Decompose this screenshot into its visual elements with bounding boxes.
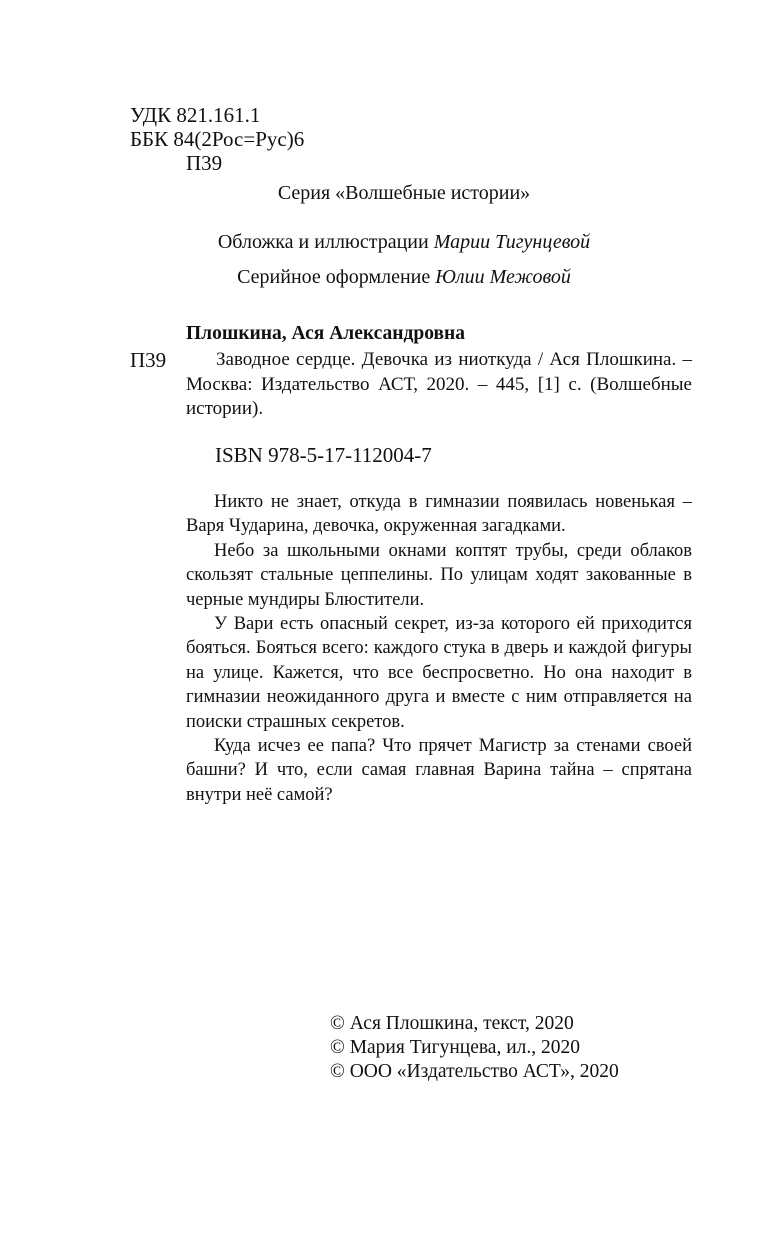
annotation-paragraph: Небо за школьными окнами коптят трубы, среди облаков скользят стальные цеппелины. По улицам ходят закованные в черные мундиры Блюстители.	[186, 540, 692, 610]
biblio-description: Заводное сердце. Девочка из ниоткуда / Ася Плошкина. – Москва: Издательство АСТ, 2020. – 445, [1] с. (Волшебные истории).	[186, 349, 692, 420]
udk-code: УДК 821.161.1	[130, 103, 261, 127]
copyright-line: © ООО «Издательство АСТ», 2020	[330, 1061, 619, 1082]
copyright-line: © Ася Плошкина, текст, 2020	[330, 1013, 574, 1034]
annotation-paragraph: Никто не знает, откуда в гимназии появилась новенькая – Варя Чударина, девочка, окруженная загадками.	[186, 492, 692, 537]
isbn: ISBN 978-5-17-112004-7	[215, 443, 432, 467]
biblio-mark: П39	[130, 348, 167, 372]
author-mark: П39	[186, 151, 223, 175]
author-heading: Плошкина, Ася Александровна	[186, 323, 465, 344]
design-credit	[0, 265, 768, 289]
cover-credit	[0, 230, 768, 254]
design-credit-name: Юлии Межовой	[435, 266, 571, 288]
annotation-paragraph: У Вари есть опасный секрет, из-за которого ей приходится бояться. Бояться всего: каждого стука в дверь и каждой фигуры на улице. Кажется, что все беспросветно. Но она находит в гимназии неожиданного друга и вместе с ним отправляется на поиски страшных секретов.	[186, 614, 692, 732]
cover-credit-prefix: Обложка и иллюстрации	[217, 231, 434, 253]
design-credit-prefix: Серийное оформление	[237, 266, 436, 288]
bbk-code: ББК 84(2Рос=Рус)6	[130, 127, 305, 151]
series-line: Серия «Волшебные истории»	[277, 182, 531, 204]
annotation-paragraph: Куда исчез ее папа? Что прячет Магистр за стенами своей башни? И что, если самая главная Варина тайна – спрятана внутри неё самой?	[186, 736, 692, 805]
annotation	[186, 490, 692, 807]
copyright-line: © Мария Тигунцева, ил., 2020	[330, 1037, 580, 1058]
cover-credit-name: Марии Тигунцевой	[433, 231, 591, 253]
